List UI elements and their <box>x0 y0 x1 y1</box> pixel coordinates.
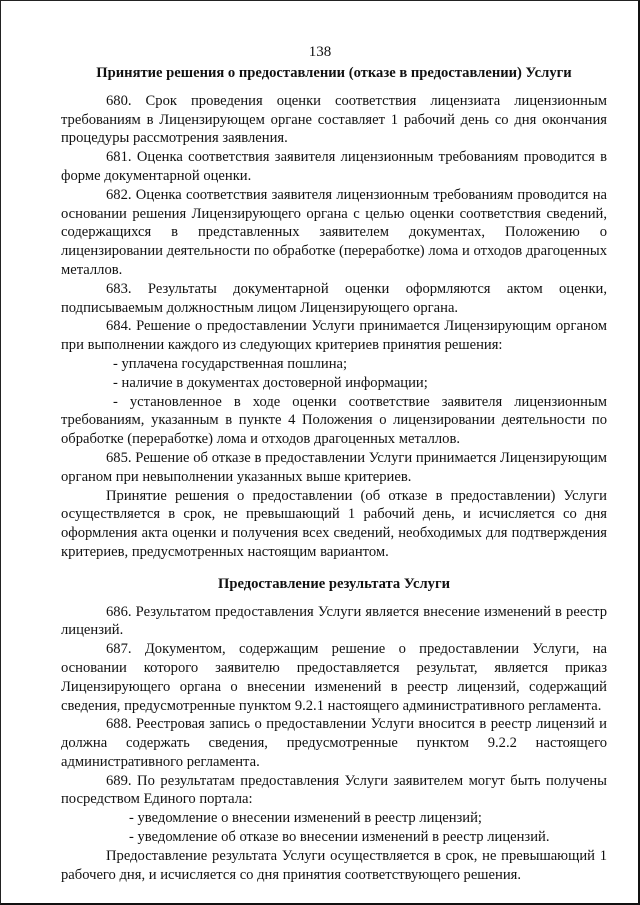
section-heading-decision: Принятие решения о предоставлении (отказе в предоставлении) Услуги <box>96 65 572 81</box>
criteria-item: - наличие в документах достоверной информации; <box>113 374 428 391</box>
paragraph-685: 685. Решение об отказе в предоставлении Услуги принимается Лицензирующим органом при невыполнении указанных выше критериев. <box>61 449 607 485</box>
paragraph-686: 686. Результатом предоставления Услуги является внесение изменений в реестр лицензий. <box>61 603 607 639</box>
paragraph-680: 680. Срок проведения оценки соответствия лицензиата лицензионным требованиям в Лицензирующем органе составляет 1 рабочий день со дня окончания процедуры рассмотрения заявления. <box>61 92 607 147</box>
paragraph-687: 687. Документом, содержащим решение о предоставлении Услуги, на основании которого заявителю предоставляется результат, является приказ Лицензирующего органа о внесении изменений в реестр лицензий, содержащий сведения, предусмотренные пунктом 9.2.1 настоящего административного регламента. <box>61 641 607 714</box>
result-item: - уведомление о внесении изменений в реестр лицензий; <box>129 810 482 827</box>
paragraph-684: 684. Решение о предоставлении Услуги принимается Лицензирующим органом при выполнении каждого из следующих критериев принятия решения: <box>61 318 607 354</box>
criteria-item: - установленное в ходе оценки соответствие заявителя лицензионным требованиям, указанным в пункте 4 Положения о лицензировании деятельности по обработке (переработке) лома и отходов драгоценных металлов. <box>61 393 607 448</box>
criteria-item: - уплачена государственная пошлина; <box>113 355 348 372</box>
paragraph-result-term: Предоставление результата Услуги осуществляется в срок, не превышающий 1 рабочего дня, и исчисляется со дня принятия соответствующего решения. <box>61 847 607 883</box>
paragraph-681: 681. Оценка соответствия заявителя лицензионным требованиям проводится в форме документарной оценки. <box>61 149 607 184</box>
paragraph-682: 682. Оценка соответствия заявителя лицензионным требованиям проводится на основании решения Лицензирующего органа с целью оценки соответствия сведений, содержащихся в представленных заявителем документах, Положению о лицензировании деятельности по обработке (переработке) лома и отходов драгоценных металлов. <box>61 186 607 278</box>
document-body <box>61 64 607 884</box>
page-number: 138 <box>308 44 332 60</box>
paragraph-decision-term: Принятие решения о предоставлении (об отказе в предоставлении) Услуги осуществляется в срок, не превышающий 1 рабочий день, и исчисляется со дня оформления акта оценки и получения всех сведений, необходимых для подтверждения критериев, предусмотренных настоящим вариантом. <box>61 487 607 560</box>
paragraph-683: 683. Результаты документарной оценки оформляются актом оценки, подписываемым должностным лицом Лицензирующего органа. <box>61 280 607 316</box>
paragraph-688: 688. Реестровая запись о предоставлении Услуги вносится в реестр лицензий и должна содержать сведения, предусмотренные пунктом 9.2.2 настоящего административного регламента. <box>61 716 607 770</box>
section-heading-result: Предоставление результата Услуги <box>218 575 450 592</box>
result-item: - уведомление об отказе во внесении изменений в реестр лицензий. <box>129 829 550 846</box>
paragraph-689: 689. По результатам предоставления Услуги заявителем могут быть получены посредством Единого портала: <box>61 772 607 808</box>
